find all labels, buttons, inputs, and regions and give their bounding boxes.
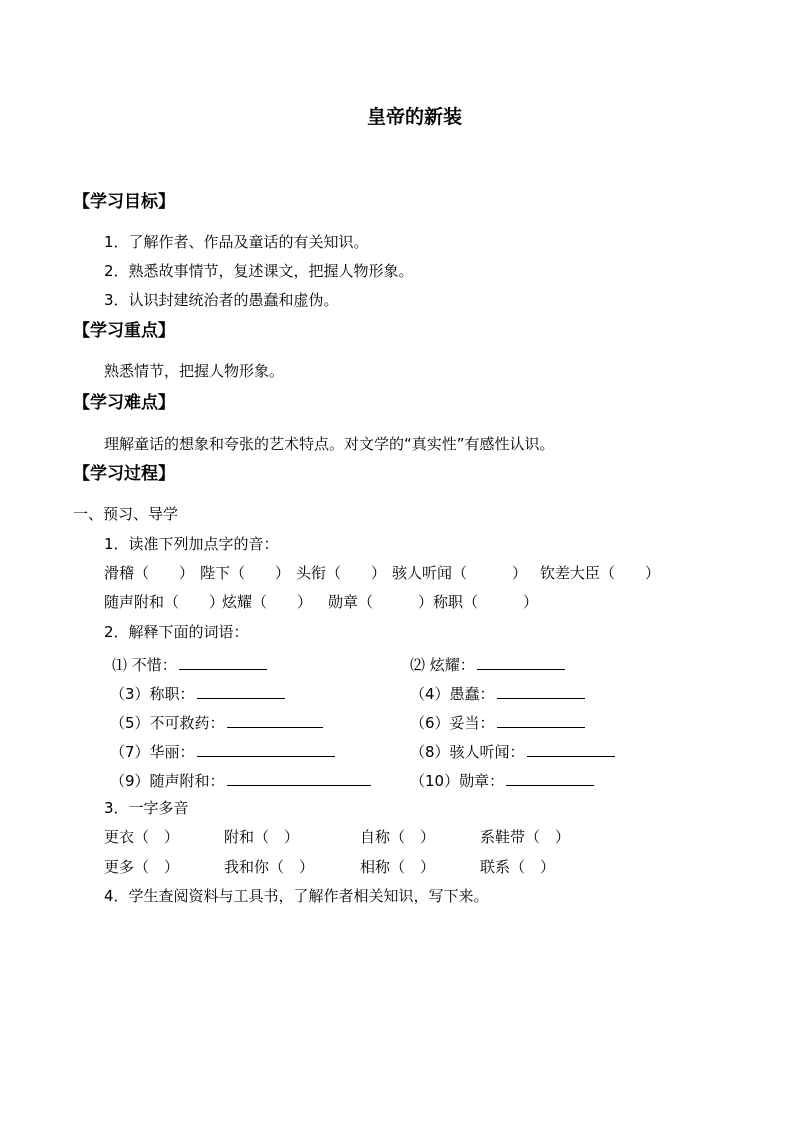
objective-item: 1．了解作者、作品及童话的有关知识。 — [104, 233, 369, 251]
part1-title: 一、预习、导学 — [73, 505, 179, 523]
q2-item: （10）勋章： — [410, 771, 594, 789]
q3-word: 更多（ ） — [104, 858, 180, 876]
q1-word: 滑稽（ ） — [104, 564, 195, 582]
q2-title: 2．解释下面的词语： — [104, 623, 249, 641]
answer-blank[interactable] — [197, 684, 285, 699]
q1-word: 随声附和（ ） — [104, 593, 225, 611]
focus-heading: 【学习重点】 — [73, 321, 175, 341]
q3-word: 系鞋带（ ） — [480, 828, 571, 846]
answer-blank[interactable] — [179, 655, 267, 670]
objective-item: 2．熟悉故事情节，复述课文，把握人物形象。 — [104, 262, 414, 280]
q1-word: 骇人听闻（ ） — [392, 564, 528, 582]
answer-blank[interactable] — [227, 771, 371, 786]
q1-word: 陛下（ ） — [200, 564, 291, 582]
q1-word: 勋章（ ） — [328, 593, 434, 611]
answer-blank[interactable] — [527, 742, 615, 757]
objective-item: 3．认识封建统治者的愚蠢和虚伪。 — [104, 291, 339, 309]
q1-word: 称职（ ） — [433, 593, 539, 611]
answer-blank[interactable] — [497, 713, 585, 728]
q3-title: 3．一字多音 — [104, 799, 189, 817]
q3-word: 联系（ ） — [480, 858, 556, 876]
process-heading: 【学习过程】 — [73, 464, 175, 484]
q1-word: 钦差大臣（ ） — [540, 564, 661, 582]
q3-word: 附和（ ） — [224, 828, 300, 846]
q3-word: 相称（ ） — [360, 858, 436, 876]
q2-item: （9）随声附和： — [110, 771, 371, 789]
q4-title: 4．学生查阅资料与工具书，了解作者相关知识，写下来。 — [104, 887, 489, 905]
document-title: 皇帝的新装 — [367, 106, 463, 128]
q1-word: 炫耀（ ） — [222, 593, 313, 611]
difficulty-text: 理解童话的想象和夸张的艺术特点。对文学的“真实性”有感性认识。 — [104, 435, 555, 453]
objectives-heading: 【学习目标】 — [73, 192, 175, 212]
answer-blank[interactable] — [477, 655, 565, 670]
q2-item: （6）妥当： — [410, 713, 585, 731]
q3-word: 更衣（ ） — [104, 828, 180, 846]
answer-blank[interactable] — [506, 771, 594, 786]
q2-item: （8）骇人听闻： — [410, 742, 615, 760]
q2-item: （4）愚蠢： — [410, 684, 585, 702]
difficulty-heading: 【学习难点】 — [73, 393, 175, 413]
answer-blank[interactable] — [227, 713, 323, 728]
q3-word: 自称（ ） — [360, 828, 436, 846]
answer-blank[interactable] — [197, 742, 335, 757]
q2-item: （5）不可救药： — [110, 713, 323, 731]
q1-title: 1．读准下列加点字的音： — [104, 535, 279, 553]
q3-word: 我和你（ ） — [224, 858, 315, 876]
q2-item: （7）华丽： — [110, 742, 335, 760]
q2-item: ⑴ 不惜： — [112, 655, 267, 673]
q2-item: ⑵ 炫耀： — [410, 655, 565, 673]
focus-text: 熟悉情节，把握人物形象。 — [104, 362, 285, 380]
answer-blank[interactable] — [497, 684, 585, 699]
q1-word: 头衔（ ） — [296, 564, 387, 582]
q2-item: （3）称职： — [110, 684, 285, 702]
